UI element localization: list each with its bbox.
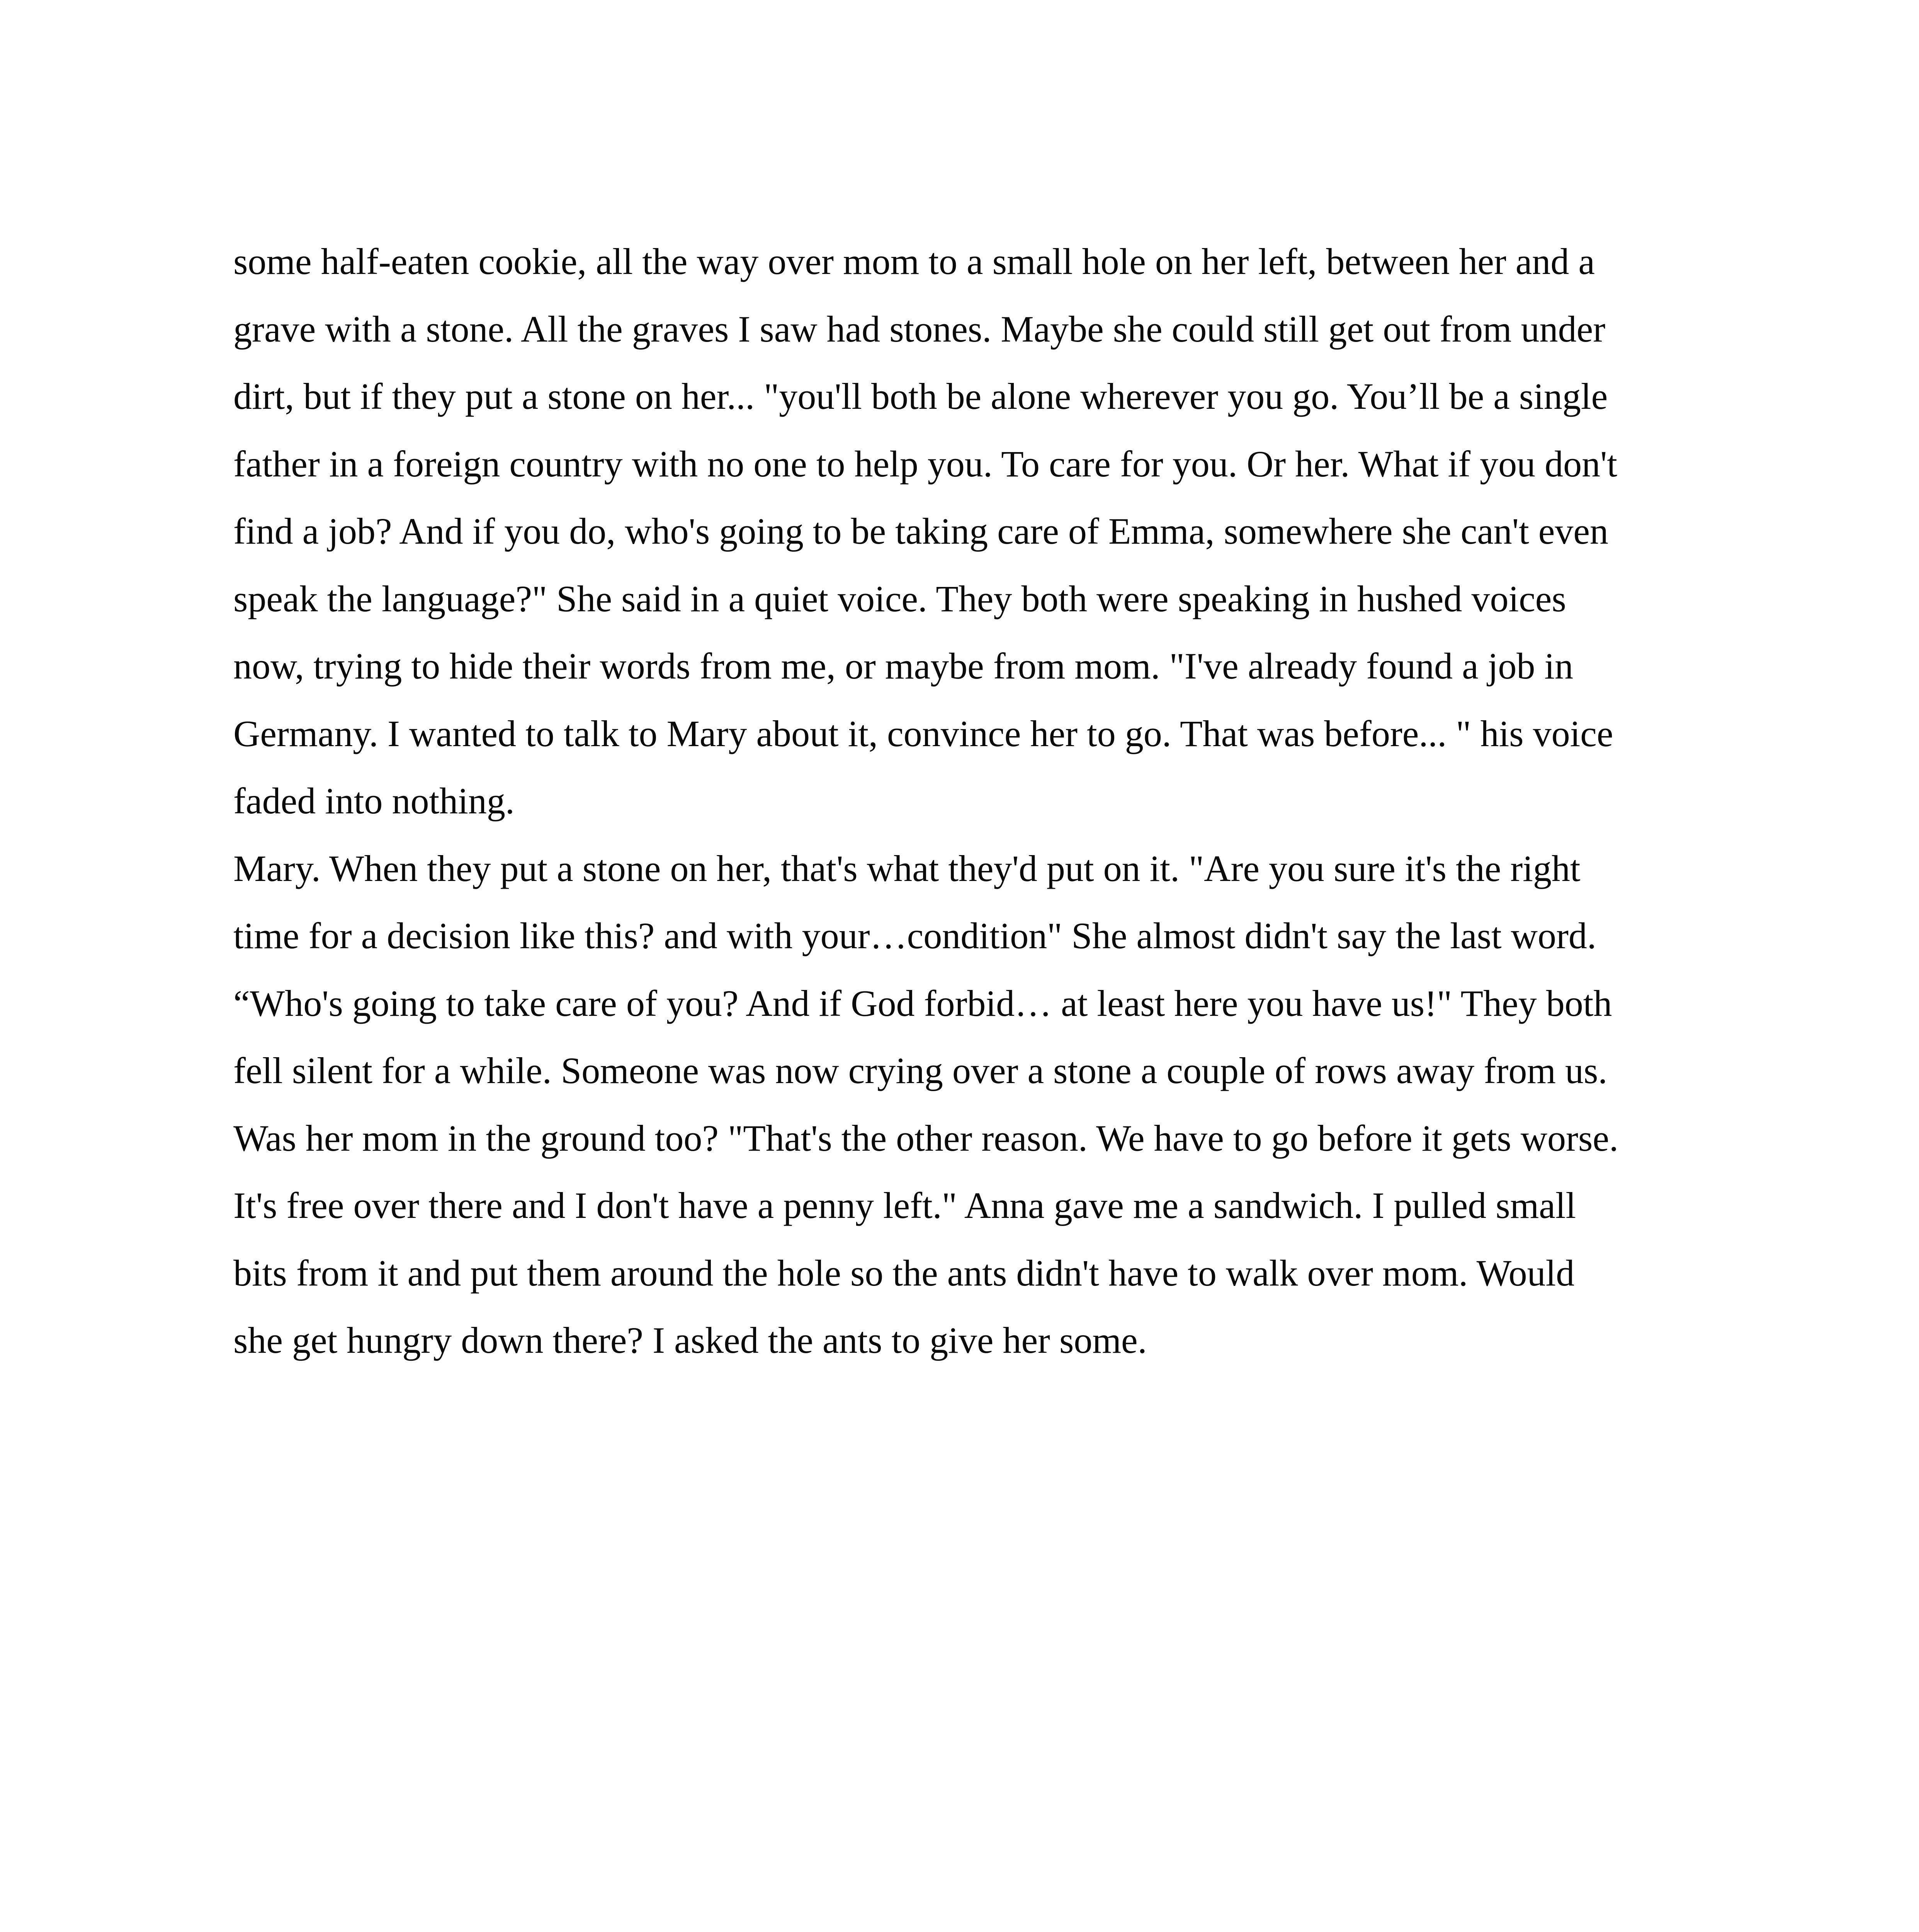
text-line: father in a foreign country with no one to help you. To care for you. Or her. What if you don't [233,443,1618,485]
text-line: “Who's going to take care of you? And if God forbid… at least here you have us!" They both [233,982,1612,1024]
text-line: some half-eaten cookie, all the way over mom to a small hole on her left, between her and a [233,241,1595,282]
text-line: she get hungry down there? I asked the ants to give her some. [233,1320,1147,1361]
body-text [233,228,1698,1374]
text-line: Was her mom in the ground too? "That's the other reason. We have to go before it gets worse. [233,1117,1618,1159]
text-line: find a job? And if you do, who's going to be taking care of Emma, somewhere she can't even [233,510,1608,552]
text-line: Mary. When they put a stone on her, that's what they'd put on it. "Are you sure it's the right [233,847,1581,889]
text-line: grave with a stone. All the graves I saw had stones. Maybe she could still get out from under [233,308,1606,350]
text-line: fell silent for a while. Someone was now crying over a stone a couple of rows away from us. [233,1050,1608,1091]
text-line: Germany. I wanted to talk to Mary about it, convince her to go. That was before... " his voice [233,713,1613,754]
text-line: now, trying to hide their words from me, or maybe from mom. "I've already found a job in [233,645,1574,687]
text-line: dirt, but if they put a stone on her... "you'll both be alone wherever you go. You’ll be a single [233,376,1608,417]
text-line: bits from it and put them around the hole so the ants didn't have to walk over mom. Would [233,1252,1575,1294]
text-line: It's free over there and I don't have a penny left." Anna gave me a sandwich. I pulled small [233,1185,1576,1226]
paragraph-2 [233,835,1698,1374]
paragraph-1 [233,228,1698,835]
text-line: time for a decision like this? and with your…condition" She almost didn't say the last word. [233,915,1596,956]
text-line: speak the language?" She said in a quiet voice. They both were speaking in hushed voices [233,578,1566,619]
text-line: faded into nothing. [233,780,515,821]
